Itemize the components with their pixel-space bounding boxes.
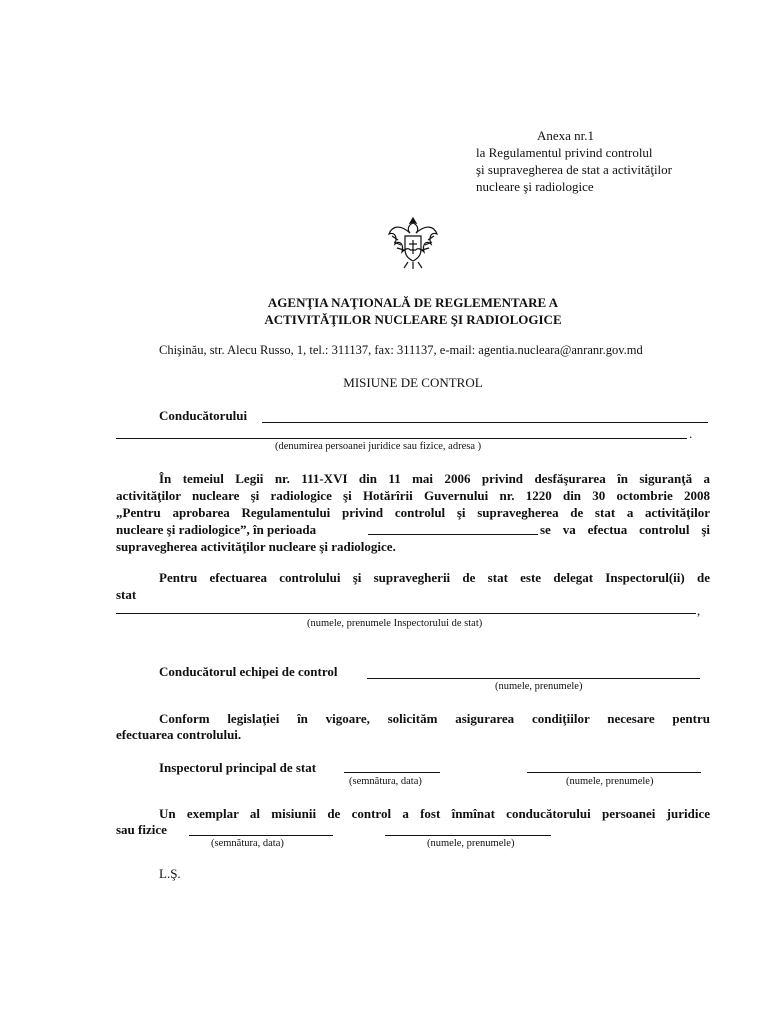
recipient-signature-caption: (semnătura, data) (211, 838, 284, 849)
delegate-paragraph-line-2: stat (116, 587, 137, 602)
coat-of-arms-icon (386, 214, 440, 272)
recipient-name-line[interactable] (385, 835, 551, 836)
basis-paragraph-line-1: În temeiul Legii nr. 111-XVI din 11 mai 2006 privind desfăşurarea în siguranţă a (159, 471, 710, 486)
agency-address: Chişinău, str. Alecu Russo, 1, tel.: 311137, fax: 311137, e-mail: agentia.nucleara@anranr.gov.md (159, 343, 643, 357)
inspector-line-end: , (697, 603, 701, 618)
leader-line-end: . (689, 426, 693, 441)
team-leader-line[interactable] (367, 678, 700, 679)
annex-line-1: la Regulamentul privind controlul (476, 145, 653, 160)
handover-paragraph-line-2: sau fizice (116, 822, 167, 837)
chief-inspector-name-caption: (numele, prenumele) (566, 776, 654, 787)
team-leader-caption: (numele, prenumele) (495, 681, 583, 692)
basis-paragraph-line-3: „Pentru aprobarea Regulamentului privind controlul şi supravegherea de stat a activităţilor (116, 505, 710, 520)
delegate-paragraph-line-1: Pentru efectuarea controlului şi supravegherii de stat este delegat Inspectorul(ii) de (159, 570, 710, 585)
basis-paragraph-line-5: supravegherea activităţilor nucleare şi radiologice. (116, 539, 396, 554)
chief-inspector-signature-line[interactable] (344, 772, 440, 773)
inspector-name-line[interactable] (116, 613, 696, 614)
agency-name-line-1: AGENŢIA NAŢIONALĂ DE REGLEMENTARE A (267, 295, 559, 310)
chief-inspector-signature-caption: (semnătura, data) (349, 776, 422, 787)
handover-paragraph-line-1: Un exemplar al misiunii de control a fost înmînat conducătorului persoanei juridice (159, 806, 710, 821)
basis-paragraph-line-4b: se va efectua controlul şi (540, 522, 710, 537)
chief-inspector-name-line[interactable] (527, 772, 701, 773)
annex-title: Anexa nr.1 (537, 128, 595, 143)
team-leader-label: Conducătorul echipei de control (159, 664, 338, 679)
basis-paragraph-line-4a: nucleare şi radiologice”, în perioada (116, 522, 317, 537)
agency-name-line-2: ACTIVITĂŢILOR NUCLEARE ŞI RADIOLOGICE (264, 312, 562, 327)
period-line[interactable] (368, 534, 538, 535)
leader-caption: (denumirea persoanei juridice sau fizice, adresa ) (275, 441, 482, 452)
leader-address-line[interactable] (116, 438, 687, 439)
leader-label: Conducătorului (159, 408, 248, 423)
recipient-name-caption: (numele, prenumele) (427, 838, 515, 849)
inspector-caption: (numele, prenumele Inspectorului de stat) (307, 618, 483, 629)
conditions-paragraph-line-1: Conform legislaţiei în vigoare, solicităm asigurarea condiţiilor necesare pentru (159, 711, 710, 726)
conditions-paragraph-line-2: efectuarea controlului. (116, 727, 242, 742)
seal-label: L.Ş. (159, 866, 181, 881)
annex-line-2: şi supravegherea de stat a activităţilor (476, 162, 673, 177)
chief-inspector-label: Inspectorul principal de stat (159, 760, 317, 775)
annex-line-3: nucleare şi radiologice (476, 179, 594, 194)
recipient-signature-line[interactable] (189, 835, 333, 836)
document-title: MISIUNE DE CONTROL (343, 375, 483, 390)
basis-paragraph-line-2: activităţilor nucleare şi radiologice şi Hotărîrii Guvernului nr. 1220 din 30 octombrie 2008 (116, 488, 710, 503)
leader-name-line[interactable] (262, 422, 708, 423)
